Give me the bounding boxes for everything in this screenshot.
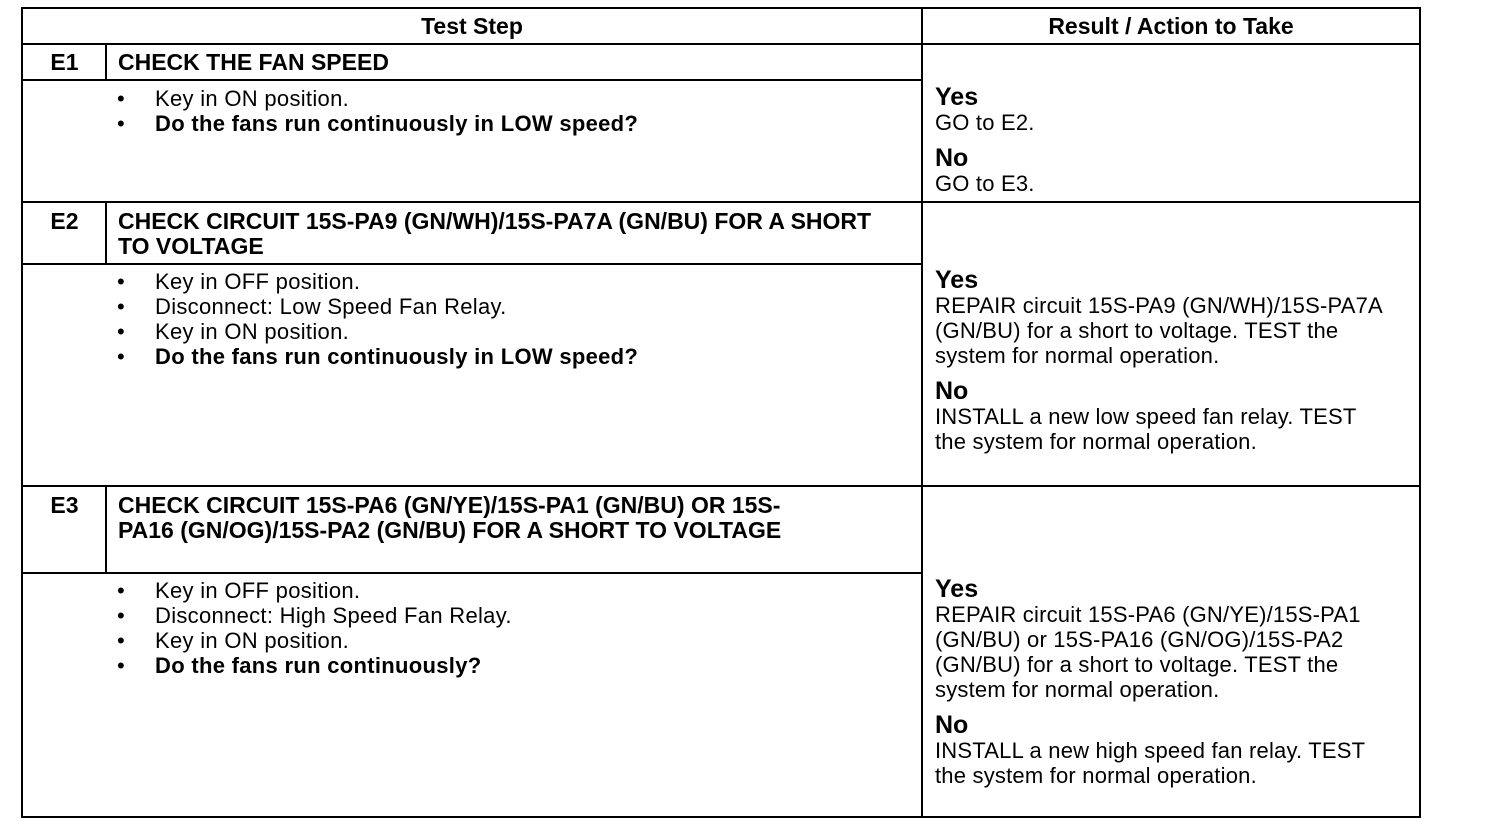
list-item: • Disconnect: High Speed Fan Relay. xyxy=(117,603,512,628)
result-e3 xyxy=(935,576,1410,788)
e2-row-divider xyxy=(23,485,1419,487)
yes-action: GO to E2. xyxy=(935,110,1035,135)
step-e2-bullets xyxy=(115,269,638,369)
column-divider xyxy=(921,9,923,816)
diagnostic-table xyxy=(21,7,1421,818)
list-item: • Do the fans run continuously? xyxy=(117,653,482,678)
header-divider xyxy=(23,43,1419,45)
no-action: GO to E3. xyxy=(935,171,1035,196)
list-item: • Key in OFF position. xyxy=(117,269,361,294)
step-e1-bullets xyxy=(115,86,638,136)
list-item: • Key in OFF position. xyxy=(117,578,361,603)
no-label: No xyxy=(935,144,969,172)
result-e2 xyxy=(935,267,1405,454)
no-label: No xyxy=(935,377,969,405)
step-title-e2: CHECK CIRCUIT 15S-PA9 (GN/WH)/15S-PA7A (GN/BU) FOR A SHORT TO VOLTAGE xyxy=(118,208,872,259)
e1-row-divider xyxy=(23,201,1419,203)
list-item: • Key in ON position. xyxy=(117,86,350,111)
yes-label: Yes xyxy=(935,83,979,111)
step-code-e2: E2 xyxy=(50,208,79,234)
e1-title-divider xyxy=(23,79,921,81)
step-title-e1: CHECK THE FAN SPEED xyxy=(118,49,389,75)
step-code-e1: E1 xyxy=(50,49,79,75)
yes-action: REPAIR circuit 15S-PA9 (GN/WH)/15S-PA7A (GN/BU) for a short to voltage. TEST the system for normal operation. xyxy=(935,293,1382,368)
header-result-action: Result / Action to Take xyxy=(1048,13,1294,39)
step-title-e3: CHECK CIRCUIT 15S-PA6 (GN/YE)/15S-PA1 (GN/BU) OR 15S-PA16 (GN/OG)/15S-PA2 (GN/BU) FOR A SHORT TO VOLTAGE xyxy=(118,492,782,543)
list-item: • Key in ON position. xyxy=(117,628,350,653)
list-item: • Do the fans run continuously in LOW speed? xyxy=(117,111,639,136)
no-label: No xyxy=(935,711,969,739)
no-action: INSTALL a new low speed fan relay. TEST the system for normal operation. xyxy=(935,404,1357,454)
step-e3-bullets xyxy=(115,578,512,678)
yes-action: REPAIR circuit 15S-PA6 (GN/YE)/15S-PA1 (GN/BU) or 15S-PA16 (GN/OG)/15S-PA2 (GN/BU) for a short to voltage. TEST the system for normal operation. xyxy=(935,602,1361,702)
no-action: INSTALL a new high speed fan relay. TEST the system for normal operation. xyxy=(935,738,1365,788)
list-item: • Key in ON position. xyxy=(117,319,350,344)
list-item: • Disconnect: Low Speed Fan Relay. xyxy=(117,294,507,319)
list-item: • Do the fans run continuously in LOW speed? xyxy=(117,344,639,369)
e3-title-divider xyxy=(23,572,921,574)
yes-label: Yes xyxy=(935,575,979,603)
header-test-step: Test Step xyxy=(421,13,523,39)
yes-label: Yes xyxy=(935,266,979,294)
step-code-e3: E3 xyxy=(50,492,79,518)
result-e1 xyxy=(935,84,1415,196)
e2-title-divider xyxy=(23,263,921,265)
